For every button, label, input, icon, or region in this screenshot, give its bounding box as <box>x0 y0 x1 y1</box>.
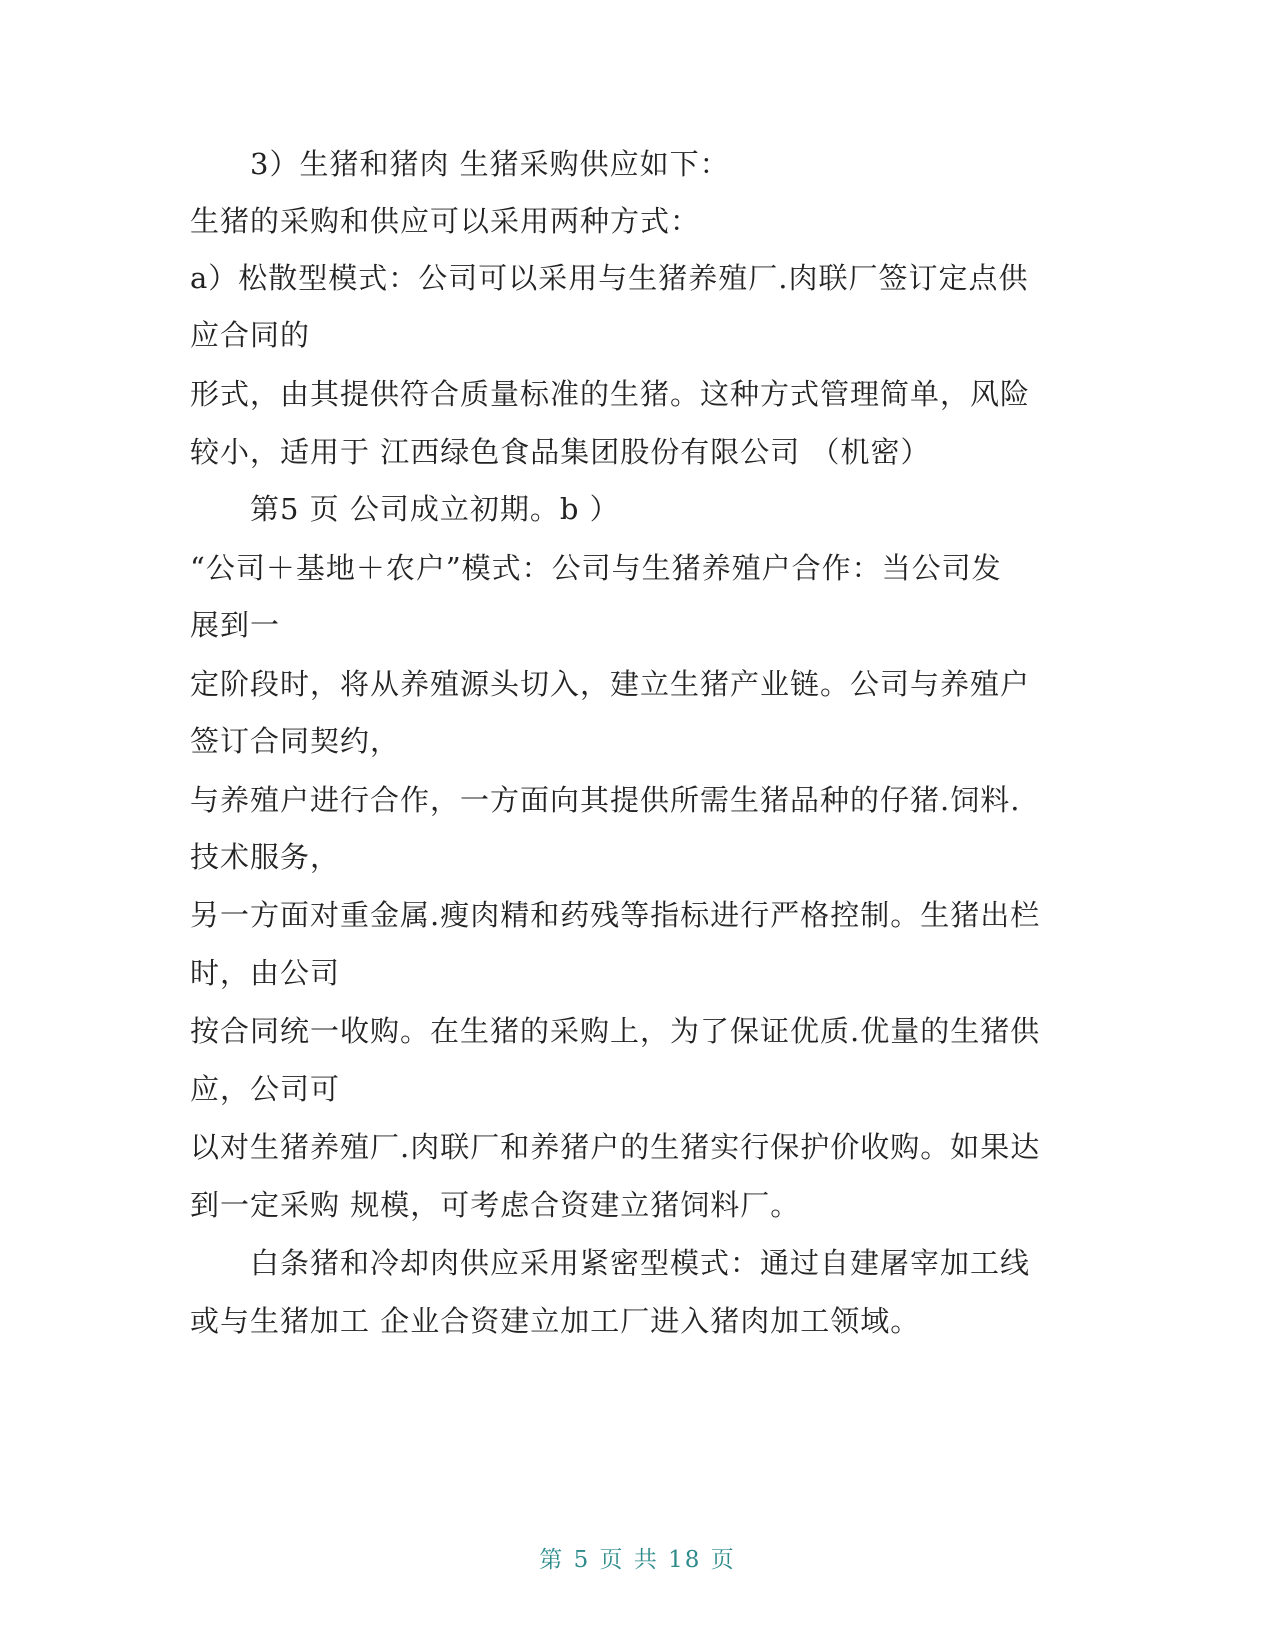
text-line: 第5 页 公司成立初期。b ） <box>250 492 620 526</box>
text-line: 到一定采购 规模，可考虑合资建立猪饲料厂。 <box>190 1188 801 1222</box>
text-line: 较小，适用于 江西绿色食品集团股份有限公司 （机密） <box>190 435 931 469</box>
text-line: 形式，由其提供符合质量标准的生猪。这种方式管理简单，风险 <box>190 377 1031 411</box>
text-line: 另一方面对重金属.瘦肉精和药残等指标进行严格控制。生猪出栏 <box>190 898 1041 932</box>
text-line: 与养殖户进行合作，一方面向其提供所需生猪品种的仔猪.饲料. <box>190 783 1021 817</box>
text-line: 3）生猪和猪肉 生猪采购供应如下： <box>250 147 730 181</box>
text-line: 展到一 <box>190 608 281 642</box>
text-line: 生猪的采购和供应可以采用两种方式： <box>190 204 701 238</box>
text-line: 按合同统一收购。在生猪的采购上，为了保证优质.优量的生猪供 <box>190 1014 1041 1048</box>
text-line: 以对生猪养殖厂.肉联厂和养猪户的生猪实行保护价收购。如果达 <box>190 1130 1041 1164</box>
text-line: 应合同的 <box>190 318 311 352</box>
text-line: 定阶段时，将从养殖源头切入，建立生猪产业链。公司与养殖户 <box>190 667 1031 701</box>
text-line: 技术服务， <box>190 840 341 874</box>
text-line: 签订合同契约， <box>190 724 401 758</box>
text-line: 或与生猪加工 企业合资建立加工厂进入猪肉加工领域。 <box>190 1304 921 1338</box>
text-line: 应，公司可 <box>190 1072 341 1106</box>
text-line: 时，由公司 <box>190 956 341 990</box>
page-number-footer: 第 5 页 共 18 页 <box>539 1547 736 1573</box>
text-line: 白条猪和冷却肉供应采用紧密型模式：通过自建屠宰加工线 <box>250 1246 1031 1280</box>
text-line: a）松散型模式：公司可以采用与生猪养殖厂.肉联厂签订定点供 <box>190 261 1029 295</box>
text-line: “公司＋基地＋农户”模式：公司与生猪养殖户合作：当公司发 <box>190 551 1002 585</box>
